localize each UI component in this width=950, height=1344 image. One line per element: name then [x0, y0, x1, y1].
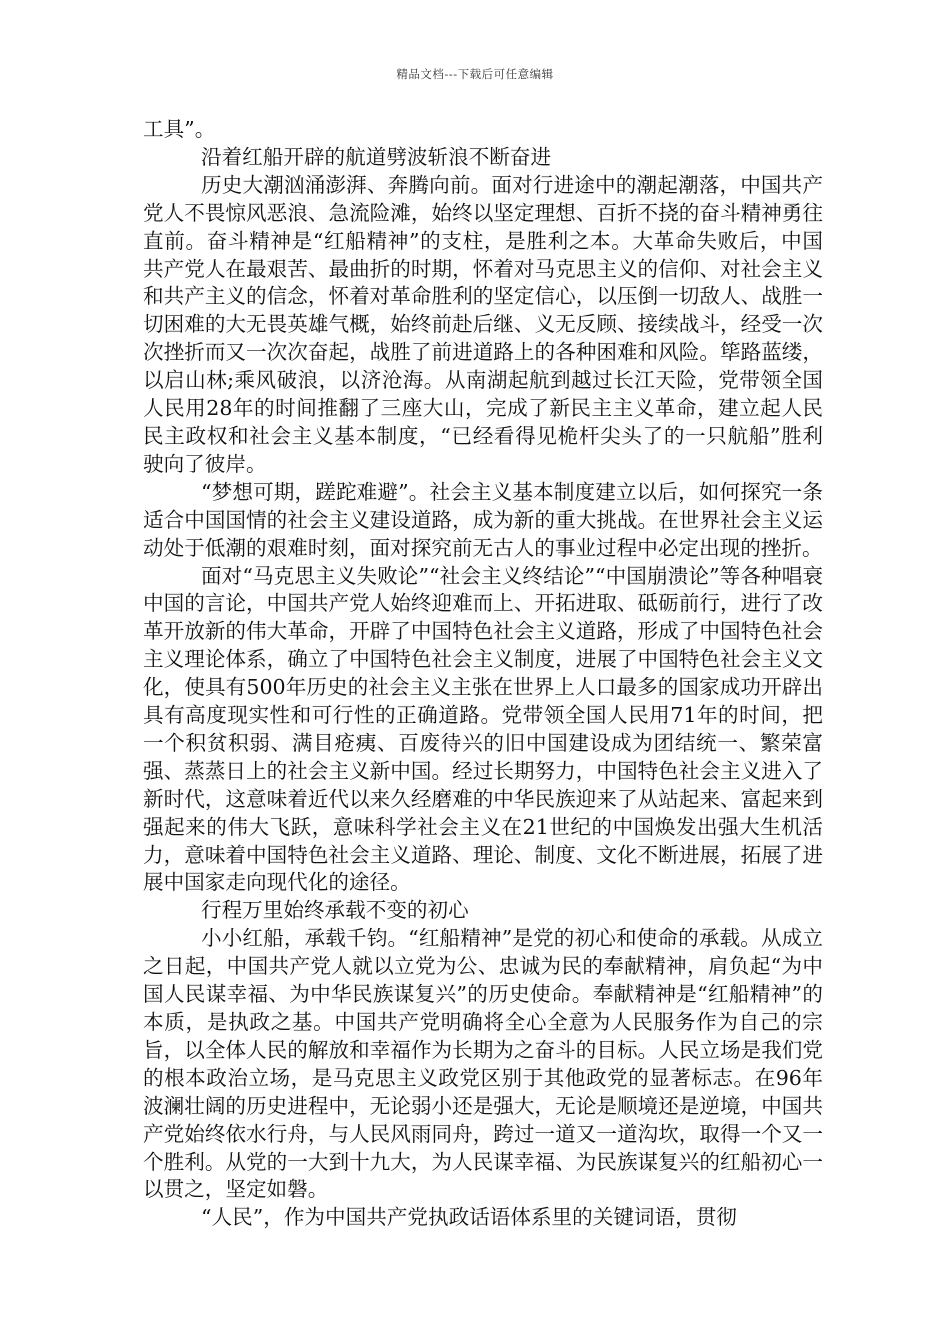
paragraph-3: “梦想可期，蹉跎难避”。社会主义基本制度建立以后，如何探究一条适合中国国情的社会主义建设道路，成为新的重大挑战。在世界社会主义运动处于低潮的艰难时刻，面对探究前无古人的事业过程中必定出现的挫折。	[143, 479, 823, 560]
section-heading-2: 行程万里始终承载不变的初心	[201, 898, 469, 923]
paragraph-4: 面对“马克思主义失败论”“社会主义终结论”“中国崩溃论”等各种唱衰中国的言论，中国共产党人始终迎难而上、开拓进取、砥砺前行，进行了改革开放新的伟大革命，开辟了中国特色社会主义道路，形成了中国特色社会主义理论体系，确立了中国特色社会主义制度，进展了中国特色社会主义文化，使具有500年历史的社会主义主张在世界上人口最多的国家成功开辟出具有高度现实性和可行性的正确道路。党带领全国人民用71年的时间，把一个积贫积弱、满目疮痍、百废待兴的旧中国建设成为团结统一、繁荣富强、蒸蒸日上的社会主义新中国。经过长期努力，中国特色社会主义进入了新时代，这意味着近代以来久经磨难的中华民族迎来了从站起来、富起来到强起来的伟大飞跃，意味科学社会主义在21世纪的中国焕发出强大生机活力，意味着中国特色社会主义道路、理论、制度、文化不断进展，拓展了进展中国家走向现代化的途径。	[143, 563, 823, 895]
paragraph-1: 工具”。	[143, 117, 216, 141]
paragraph-6: “人民”，作为中国共产党执政话语体系里的关键词语，贯彻	[201, 1205, 737, 1230]
document-body	[143, 116, 823, 1232]
page-header: 精品文档---下载后可任意编辑	[396, 67, 554, 81]
paragraph-5: 小小红船，承载千钧。“红船精神”是党的初心和使命的承载。从成立之日起，中国共产党人就以立党为公、忠诚为民的奉献精神，肩负起“为中国人民谋幸福、为中华民族谋复兴”的历史使命。奉献精神是“红船精神”的本质，是执政之基。中国共产党明确将全心全意为人民服务作为自己的宗旨，以全体人民的解放和幸福作为长期为之奋斗的目标。人民立场是我们党的根本政治立场，是马克思主义政党区别于其他政党的显著标志。在96年波澜壮阔的历史进程中，无论弱小还是强大，无论是顺境还是逆境，中国共产党始终依水行舟，与人民风雨同舟，跨过一道又一道沟坎，取得一个又一个胜利。从党的一大到十九大，为人民谋幸福、为民族谋复兴的红船初心一以贯之，坚定如磐。	[143, 926, 823, 1202]
section-heading-1: 沿着红船开辟的航道劈波斩浪不断奋进	[201, 144, 552, 169]
paragraph-2: 历史大潮汹涌澎湃、奔腾向前。面对行进途中的潮起潮落，中国共产党人不畏惊风恶浪、急流险滩，始终以坚定理想、百折不挠的奋斗精神勇往直前。奋斗精神是“红船精神”的支柱，是胜利之本。大革命失败后，中国共产党人在最艰苦、最曲折的时期，怀着对马克思主义的信仰、对社会主义和共产主义的信念，怀着对革命胜利的坚定信心，以压倒一切敌人、战胜一切困难的大无畏英雄气概，始终前赴后继、义无反顾、接续战斗，经受一次次挫折而又一次次奋起，战胜了前进道路上的各种困难和风险。筚路蓝缕，以启山林;乘风破浪，以济沧海。从南湖起航到越过长江天险，党带领全国人民用28年的时间推翻了三座大山，完成了新民主主义革命，建立起人民民主政权和社会主义基本制度，“已经看得见桅杆尖头了的一只航船”胜利驶向了彼岸。	[143, 172, 823, 476]
